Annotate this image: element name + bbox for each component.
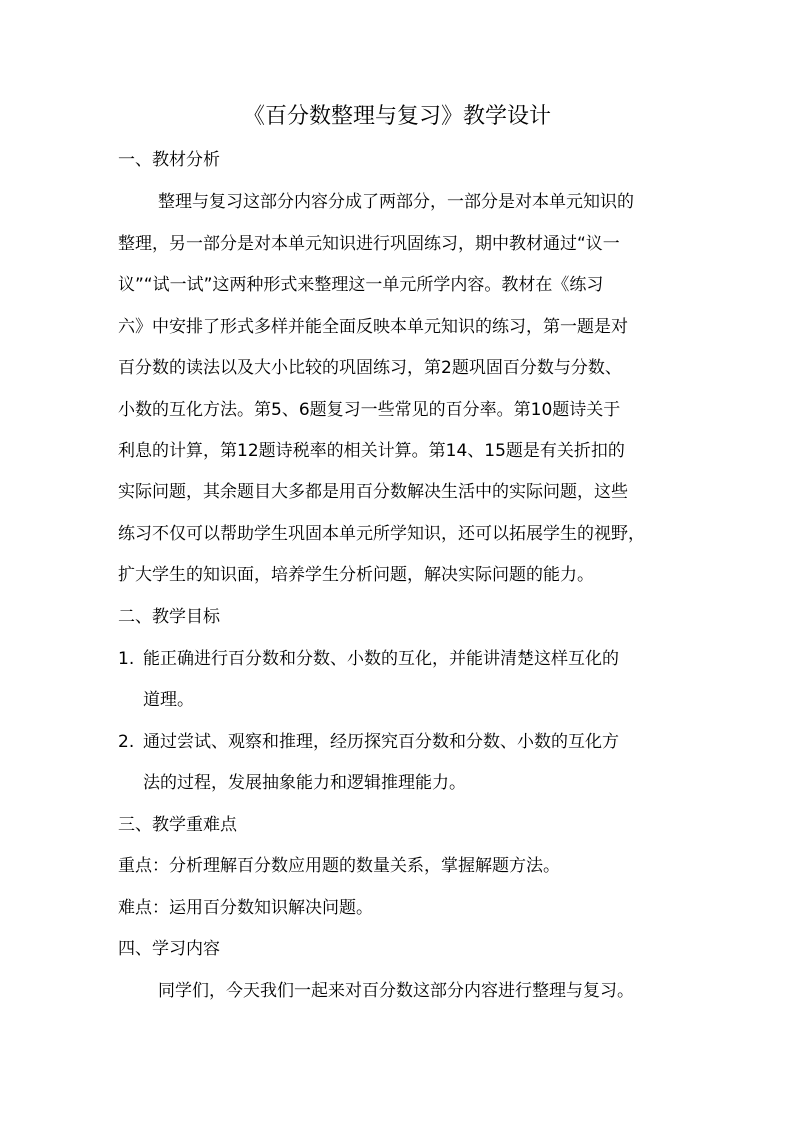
paragraph-line: 练习不仅可以帮助学生巩固本单元所学知识，还可以拓展学生的视野， xyxy=(118,524,645,544)
paragraph-line: 实际问题，其余题目大多都是用百分数解决生活中的实际问题，这些 xyxy=(118,482,628,502)
list-item-number: 2. xyxy=(118,732,135,752)
paragraph-line: 议”“试一试”这两种形式来整理这一单元所学内容。教材在《练习 xyxy=(118,275,604,295)
paragraph-line: 整理，另一部分是对本单元知识进行巩固练习，期中教材通过“议一 xyxy=(118,234,620,254)
list-item-number: 1. xyxy=(118,649,135,669)
section-heading-analysis: 一、教材分析 xyxy=(118,150,220,170)
key-point-text: 重点：分析理解百分数应用题的数量关系，掌握解题方法。 xyxy=(118,856,560,876)
paragraph-line: 利息的计算，第12题诗税率的相关计算。第14、15题是有关折扣的 xyxy=(118,441,625,461)
section-heading-key-points: 三、教学重难点 xyxy=(118,815,237,835)
list-item-text: 道理。 xyxy=(143,690,194,710)
list-item-text: 通过尝试、观察和推理，经历探究百分数和分数、小数的互化方 xyxy=(143,732,619,752)
paragraph-line: 同学们，今天我们一起来对百分数这部分内容进行整理与复习。 xyxy=(158,981,634,1001)
paragraph-line: 百分数的读法以及大小比较的巩固练习，第2题巩固百分数与分数、 xyxy=(118,358,622,378)
difficult-point-text: 难点：运用百分数知识解决问题。 xyxy=(118,898,373,918)
section-heading-goals: 二、教学目标 xyxy=(118,607,220,627)
section-heading-content: 四、学习内容 xyxy=(118,939,220,959)
paragraph-line: 小数的互化方法。第5、6题复习一些常见的百分率。第10题诗关于 xyxy=(118,400,621,420)
document-title: 《百分数整理与复习》教学设计 xyxy=(242,104,551,129)
paragraph-line: 整理与复习这部分内容分成了两部分，一部分是对本单元知识的 xyxy=(158,192,634,212)
list-item-text: 能正确进行百分数和分数、小数的互化，并能讲清楚这样互化的 xyxy=(143,649,619,669)
list-item-text: 法的过程，发展抽象能力和逻辑推理能力。 xyxy=(143,773,466,793)
paragraph-line: 六》中安排了形式多样并能全面反映本单元知识的练习，第一题是对 xyxy=(118,317,628,337)
paragraph-line: 扩大学生的知识面，培养学生分析问题，解决实际问题的能力。 xyxy=(118,565,594,585)
